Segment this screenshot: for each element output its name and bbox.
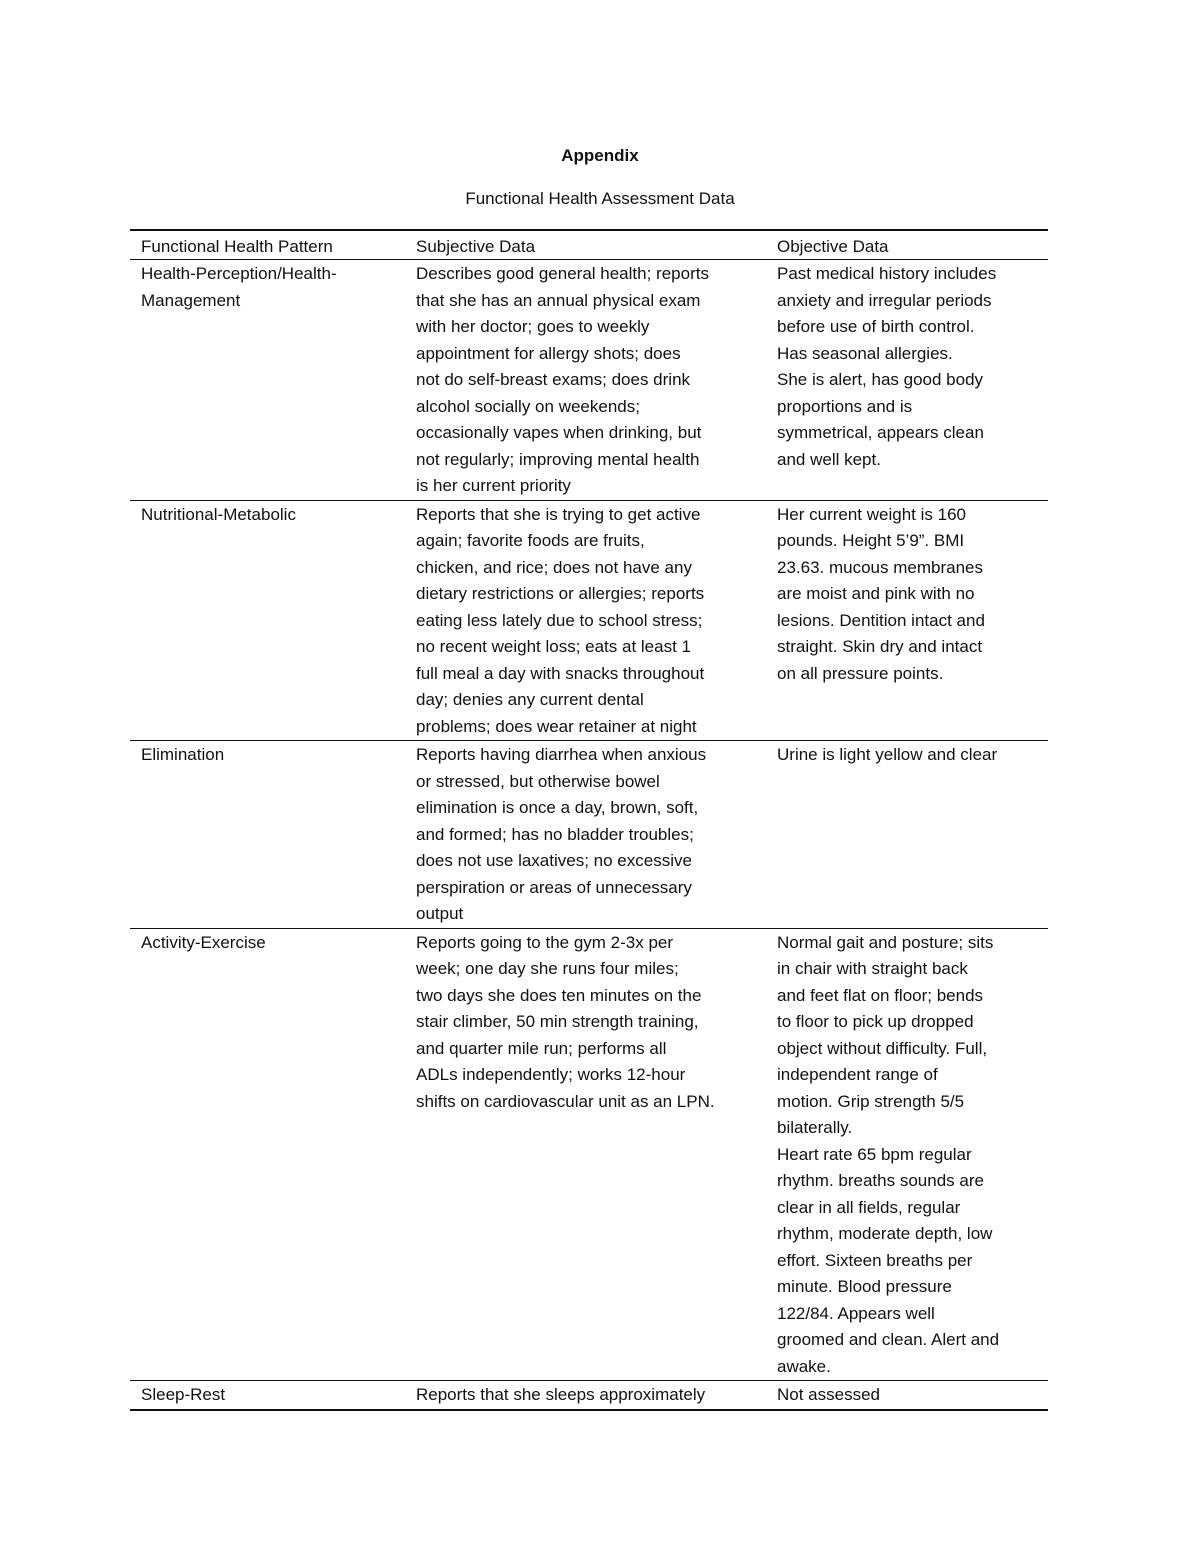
objective-line: lesions. Dentition intact and: [777, 610, 985, 630]
objective-cell: [766, 260, 1048, 501]
objective-line: anxiety and irregular periods: [777, 290, 992, 310]
subjective-line: appointment for allergy shots; does: [416, 343, 681, 363]
subjective-line: not regularly; improving mental health: [416, 449, 700, 469]
subjective-cell: [405, 928, 766, 1381]
subjective-line: full meal a day with snacks throughout: [416, 663, 705, 683]
subjective-line: and quarter mile run; performs all: [416, 1038, 667, 1058]
objective-line: Heart rate 65 bpm regular: [777, 1144, 972, 1164]
subjective-line: problems; does wear retainer at night: [416, 716, 697, 736]
pattern-line: Health-Perception/Health-: [141, 264, 337, 283]
objective-line: in chair with straight back: [777, 959, 968, 978]
objective-line: on all pressure points.: [777, 663, 944, 683]
subjective-line: stair climber, 50 min strength training,: [416, 1012, 699, 1031]
subjective-cell: [405, 500, 766, 741]
subjective-line: two days she does ten minutes on the: [416, 985, 702, 1005]
subjective-line: or stressed, but otherwise bowel: [416, 771, 660, 791]
objective-line: clear in all fields, regular: [777, 1197, 961, 1217]
subjective-line: again; favorite foods are fruits,: [416, 531, 645, 550]
pattern-line: Management: [141, 290, 241, 310]
objective-line: 23.63. mucous membranes: [777, 557, 983, 577]
pattern-cell: [130, 500, 405, 741]
objective-line: effort. Sixteen breaths per: [777, 1250, 973, 1270]
table-row: [130, 741, 1048, 929]
header-pattern: Functional Health Pattern: [130, 230, 405, 260]
table-header-row: [130, 230, 1048, 260]
subjective-line: alcohol socially on weekends;: [416, 396, 640, 416]
objective-line: straight. Skin dry and intact: [777, 637, 983, 656]
subjective-line: Reports that she is trying to get active: [416, 504, 701, 524]
objective-line: symmetrical, appears clean: [777, 423, 984, 442]
objective-line: Her current weight is 160: [777, 504, 966, 524]
page-title: Appendix: [561, 146, 639, 165]
subjective-line: Describes good general health; reports: [416, 264, 709, 283]
objective-line: pounds. Height 5’9”. BMI: [777, 531, 965, 550]
subjective-line: ADLs independently; works 12-hour: [416, 1065, 686, 1084]
subjective-line: is her current priority: [416, 476, 571, 495]
objective-line: object without difficulty. Full,: [777, 1038, 988, 1058]
objective-line: motion. Grip strength 5/5: [777, 1091, 965, 1111]
objective-line: Has seasonal allergies.: [777, 343, 953, 363]
objective-cell: [766, 741, 1048, 929]
subjective-cell: [405, 1381, 766, 1410]
subjective-line: no recent weight loss; eats at least 1: [416, 637, 691, 656]
objective-line: groomed and clean. Alert and: [777, 1330, 1000, 1349]
objective-line: Not assessed: [777, 1385, 880, 1404]
header-subjective: Subjective Data: [405, 230, 766, 260]
objective-cell: [766, 1381, 1048, 1410]
subjective-cell: [405, 260, 766, 501]
subjective-line: week; one day she runs four miles;: [416, 959, 679, 978]
objective-line: She is alert, has good body: [777, 370, 984, 389]
objective-line: to floor to pick up dropped: [777, 1012, 974, 1031]
pattern-cell: [130, 741, 405, 929]
objective-cell: [766, 500, 1048, 741]
objective-line: and well kept.: [777, 449, 881, 469]
subjective-line: eating less lately due to school stress;: [416, 610, 703, 630]
objective-line: independent range of: [777, 1065, 938, 1084]
subjective-cell: [405, 741, 766, 929]
page-subtitle: Functional Health Assessment Data: [465, 189, 735, 208]
objective-line: before use of birth control.: [777, 317, 975, 336]
subjective-line: output: [416, 904, 464, 923]
subjective-line: and formed; has no bladder troubles;: [416, 824, 694, 844]
subjective-line: that she has an annual physical exam: [416, 290, 701, 310]
objective-line: rhythm. breaths sounds are: [777, 1171, 984, 1190]
objective-line: proportions and is: [777, 396, 913, 416]
subjective-line: Reports that she sleeps approximately: [416, 1385, 706, 1404]
table-row: [130, 500, 1048, 741]
pattern-cell: [130, 928, 405, 1381]
pattern-line: Elimination: [141, 745, 225, 764]
subjective-line: perspiration or areas of unnecessary: [416, 877, 692, 897]
table-row: [130, 260, 1048, 501]
pattern-line: Activity-Exercise: [141, 932, 266, 952]
subjective-line: day; denies any current dental: [416, 690, 644, 709]
objective-line: awake.: [777, 1356, 831, 1376]
objective-line: rhythm, moderate depth, low: [777, 1224, 993, 1243]
objective-line: bilaterally.: [777, 1118, 853, 1137]
objective-cell: [766, 928, 1048, 1381]
subjective-line: not do self-breast exams; does drink: [416, 370, 691, 389]
objective-line: and feet flat on floor; bends: [777, 985, 984, 1005]
table-row: [130, 928, 1048, 1381]
pattern-line: Sleep-Rest: [141, 1385, 226, 1404]
pattern-cell: [130, 260, 405, 501]
subjective-line: Reports going to the gym 2-3x per: [416, 932, 674, 952]
header-objective: Objective Data: [766, 230, 1048, 260]
objective-line: Normal gait and posture; sits: [777, 932, 994, 952]
objective-line: 122/84. Appears well: [777, 1303, 935, 1323]
objective-line: Past medical history includes: [777, 264, 997, 283]
table-row: [130, 1381, 1048, 1410]
subjective-line: Reports having diarrhea when anxious: [416, 745, 707, 764]
subjective-line: occasionally vapes when drinking, but: [416, 423, 702, 442]
objective-line: Urine is light yellow and clear: [777, 745, 998, 764]
pattern-cell: [130, 1381, 405, 1410]
assessment-table: [130, 229, 1048, 1411]
subjective-line: chicken, and rice; does not have any: [416, 557, 692, 577]
objective-line: are moist and pink with no: [777, 584, 975, 603]
subjective-line: does not use laxatives; no excessive: [416, 851, 692, 870]
pattern-line: Nutritional-Metabolic: [141, 504, 296, 524]
subjective-line: shifts on cardiovascular unit as an LPN.: [416, 1091, 715, 1111]
subjective-line: dietary restrictions or allergies; reports: [416, 584, 705, 603]
objective-line: minute. Blood pressure: [777, 1277, 952, 1296]
subjective-line: with her doctor; goes to weekly: [416, 317, 650, 336]
subjective-line: elimination is once a day, brown, soft,: [416, 798, 699, 817]
